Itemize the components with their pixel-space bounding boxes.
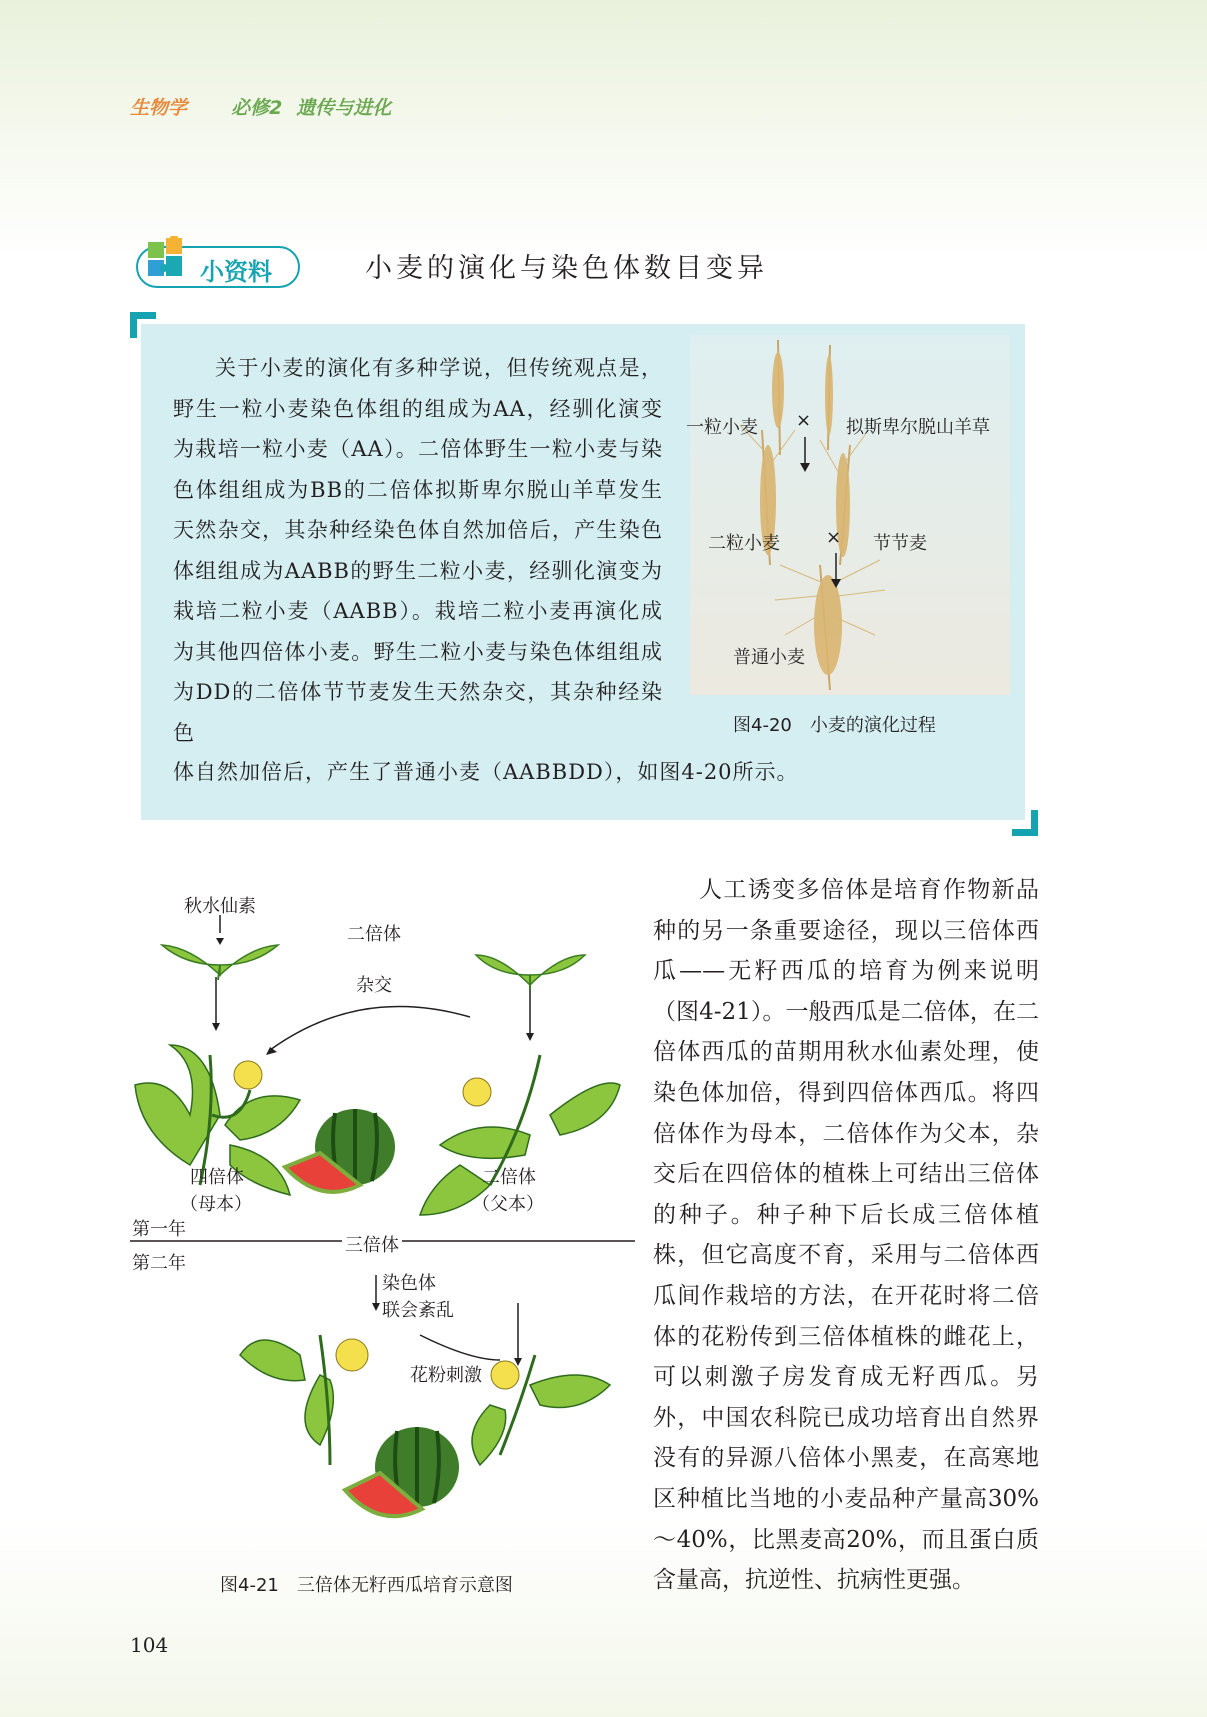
wheat-label-common: 普通小麦 xyxy=(733,647,805,668)
label-year-two: 第二年 xyxy=(132,1253,186,1274)
label-cross: 杂交 xyxy=(356,975,392,996)
info-paragraph-last-line: 体自然加倍后，产生了普通小麦（AABBDD），如图4-20所示。 xyxy=(173,760,799,784)
figure-caption-4-20: 图4-20 小麦的演化过程 xyxy=(733,715,936,736)
body-text xyxy=(653,870,1039,1601)
header-subject: 生物学 xyxy=(130,97,188,119)
label-diploid-father: 二倍体 xyxy=(482,1167,536,1188)
cross-sign-2: × xyxy=(826,527,842,548)
header-volume xyxy=(231,97,405,119)
header-book-title: 遗传与进化 xyxy=(296,97,392,119)
arrow-down-1 xyxy=(799,437,811,473)
wheat-label-emmer: 二粒小麦 xyxy=(708,533,780,554)
label-diploid-top: 二倍体 xyxy=(347,924,401,945)
label-father: （父本） xyxy=(472,1194,544,1215)
wheat-photo xyxy=(690,335,1010,695)
badge-label: 小资料 xyxy=(200,258,272,286)
label-year-one: 第一年 xyxy=(132,1219,186,1240)
arrow-down-2 xyxy=(830,553,842,589)
section-title: 小麦的演化与染色体数目变异 xyxy=(365,253,768,284)
label-pollen: 花粉刺激 xyxy=(410,1365,482,1386)
wheat-illustration xyxy=(690,335,1010,695)
page-number: 104 xyxy=(130,1633,169,1657)
body-paragraph: 人工诱变多倍体是培育作物新品种的另一条重要途径，现以三倍体西瓜——无籽西瓜的培育为例来说明（图4-21）。一般西瓜是二倍体，在二倍体西瓜的苗期用秋水仙素处理，使染色体加倍，得到四倍体西瓜。将四倍体作为母本，二倍体作为父本，杂交后在四倍体的植株上可结出三倍体的种子。种子种下后长成三倍体植株，但它高度不育，采用与二倍体西瓜间作栽培的方法，在开花时将二倍体的花粉传到三倍体植株的雌花上，可以刺激子房发育成无籽西瓜。另外，中国农科院已成功培育出自然界没有的异源八倍体小黑麦，在高寒地区种植比当地的小麦品种产量高30%～40%，比黑麦高20%，而且蛋白质含量高，抗逆性、抗病性更强。 xyxy=(653,877,1039,1594)
wheat-label-einkorn: 一粒小麦 xyxy=(686,417,758,438)
label-mother: （母本） xyxy=(180,1194,252,1215)
info-badge xyxy=(130,236,300,286)
running-header xyxy=(130,93,405,120)
figure-caption-4-21: 图4-21 三倍体无籽西瓜培育示意图 xyxy=(220,1575,513,1596)
watermelon-diagram xyxy=(130,885,635,1596)
box-corner-bottom-right xyxy=(1012,810,1038,836)
wheat-label-aegilops: 拟斯卑尔脱山羊草 xyxy=(846,417,990,438)
label-synapsis-2: 联会紊乱 xyxy=(382,1300,454,1321)
header-volume-number: 必修2 xyxy=(231,97,283,119)
wheat-label-goatgrass: 节节麦 xyxy=(873,533,927,554)
cross-sign-1: × xyxy=(796,410,812,431)
info-paragraph: 关于小麦的演化有多种学说，但传统观点是，野生一粒小麦染色体组的组成为AA，经驯化演变为栽培一粒小麦（AA）。二倍体野生一粒小麦与染色体组组成为BB的二倍体拟斯卑尔脱山羊草发生天然杂交，其杂种经染色体自然加倍后，产生染色体组组成为AABB的野生二粒小麦，经驯化演变为栽培二粒小麦（AABB）。栽培二粒小麦再演化成为其他四倍体小麦。野生二粒小麦与染色体组组成为DD的二倍体节节麦发生天然杂交，其杂种经染色 xyxy=(173,356,663,745)
label-colchicine: 秋水仙素 xyxy=(184,896,256,917)
puzzle-icon xyxy=(140,236,200,286)
label-tetraploid: 四倍体 xyxy=(190,1167,244,1188)
label-triploid: 三倍体 xyxy=(342,1231,402,1257)
label-synapsis-1: 染色体 xyxy=(382,1273,436,1294)
